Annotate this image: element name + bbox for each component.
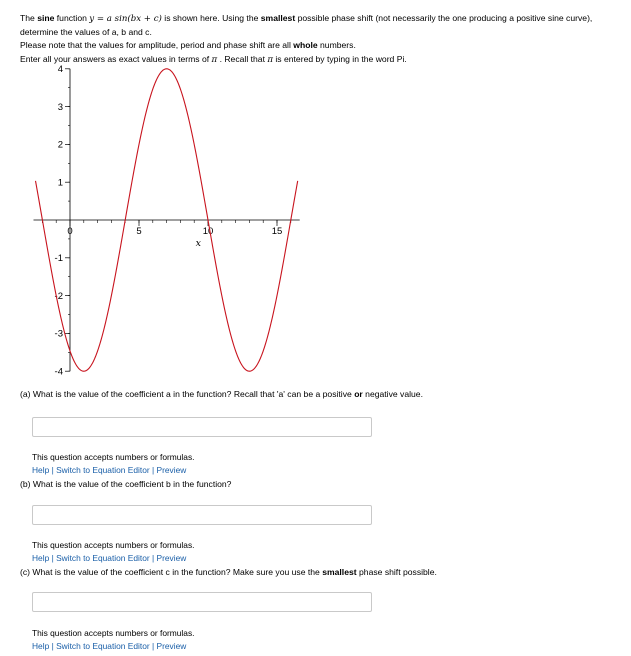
intro-text: The (20, 13, 38, 23)
answer-b-input[interactable] (32, 505, 372, 525)
separator: | (151, 553, 155, 563)
question-a-label (20, 389, 423, 399)
intro-text: possible phase shift (not necessarily the one producing a positive sine curve), (295, 13, 593, 23)
y-tick-label: 1 (57, 177, 63, 189)
question-c-bold: smallest (322, 567, 357, 577)
separator: | (51, 465, 54, 475)
question-a-text: (a) What is the value of the coefficient a in the function? Recall that 'a' can be a positive (20, 389, 355, 399)
x-tick-label: 5 (136, 226, 142, 237)
answer-b-note: This question accepts numbers or formulas. (32, 540, 195, 550)
y-tick-label: -4 (54, 366, 63, 378)
help-link[interactable]: Help (32, 641, 50, 651)
answer-a-links (32, 465, 186, 475)
x-tick-label: 0 (67, 226, 73, 237)
x-axis-label: x (195, 238, 202, 249)
answer-c-links (32, 641, 186, 651)
intro-line-2: determine the values of a, b and c. (20, 27, 152, 38)
question-a-text-end: negative value. (362, 389, 423, 399)
y-tick-label: 3 (57, 101, 63, 113)
y-tick-label: 2 (57, 139, 63, 151)
intro-text: Please note that the values for amplitude, period and phase shift are all (20, 40, 294, 51)
intro-text: is entered by typing in the word Pi. (273, 53, 407, 64)
answer-a-note: This question accepts numbers or formulas. (32, 452, 195, 462)
function-formula: y = a sin(bx + c) (89, 14, 162, 24)
intro-text: function (54, 13, 90, 23)
question-b-text: (b) What is the value of the coefficient b in the function? (20, 479, 232, 489)
y-tick-label: 4 (57, 64, 63, 75)
intro-bold-sine: sine (37, 13, 55, 23)
help-link[interactable]: Help (32, 465, 50, 475)
answer-b-links (32, 553, 186, 563)
intro-text: Enter all your answers as exact values in terms of (20, 53, 212, 64)
pi-symbol: π (267, 54, 273, 65)
y-tick-label: -3 (54, 328, 63, 340)
separator: | (51, 553, 54, 563)
question-c-text-end: phase shift possible. (356, 567, 437, 577)
switch-equation-editor-link[interactable]: Switch to Equation Editor (56, 465, 150, 475)
intro-bold-smallest: smallest (260, 13, 296, 23)
y-tick-label: -1 (54, 253, 63, 264)
intro-bold-whole: whole (293, 40, 318, 51)
answer-c-input[interactable] (32, 592, 372, 612)
pi-symbol: π (211, 54, 218, 65)
intro-text: . Recall that (217, 53, 268, 64)
separator: | (51, 641, 54, 651)
intro-text: numbers. (317, 40, 356, 51)
answer-a-input[interactable] (32, 417, 372, 437)
x-tick-label: 10 (202, 226, 214, 237)
intro-text: is shown here. Using the (161, 13, 261, 23)
y-tick-label: -2 (54, 290, 63, 302)
question-c-label (20, 567, 437, 577)
separator: | (151, 641, 155, 651)
question-a-bold: or (354, 389, 363, 399)
x-tick-label: 15 (271, 226, 283, 237)
switch-equation-editor-link[interactable]: Switch to Equation Editor (56, 553, 150, 563)
answer-c-note: This question accepts numbers or formulas. (32, 628, 195, 638)
preview-link[interactable]: Preview (156, 553, 187, 563)
preview-link[interactable]: Preview (156, 465, 187, 475)
help-link[interactable]: Help (32, 553, 50, 563)
question-b-label (20, 479, 231, 489)
switch-equation-editor-link[interactable]: Switch to Equation Editor (56, 641, 150, 651)
separator: | (151, 465, 155, 475)
preview-link[interactable]: Preview (156, 641, 187, 651)
question-c-text: (c) What is the value of the coefficient c in the function? Make sure you use the (20, 567, 323, 577)
